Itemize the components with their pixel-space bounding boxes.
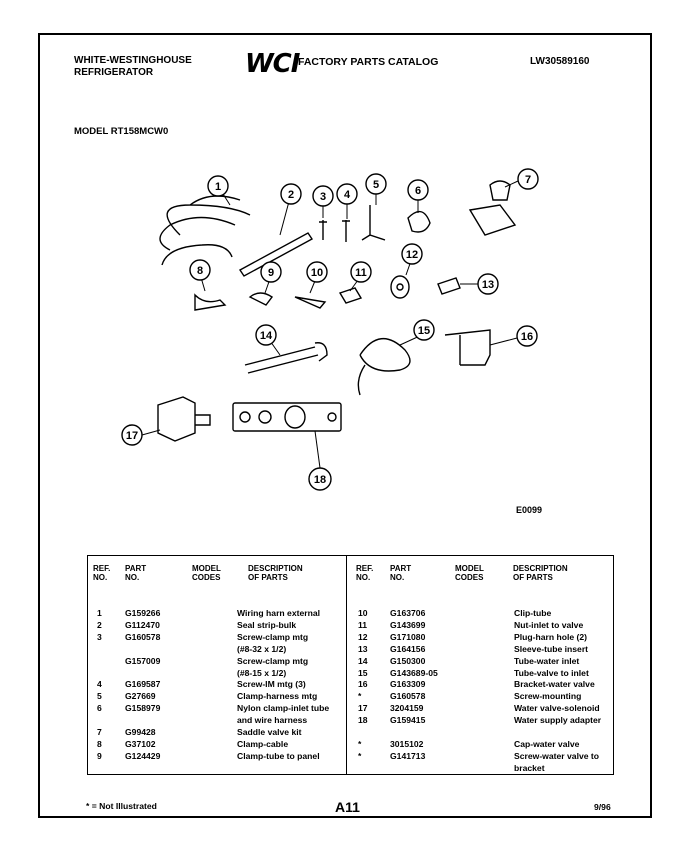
footnote: * = Not Illustrated <box>86 801 157 811</box>
cell-ref: 6 <box>97 703 102 714</box>
part-6-nylon-clamp <box>408 212 430 232</box>
cell-part: G159266 <box>125 608 161 618</box>
part-18-adapter-plate <box>233 403 341 431</box>
callout-3 <box>313 186 333 206</box>
page-number: A11 <box>335 799 360 815</box>
cell-part: G143699 <box>390 619 426 630</box>
revision-date: 9/96 <box>594 802 611 812</box>
header-model-left: MODEL CODES <box>192 564 221 582</box>
part-8-clamp <box>195 295 225 310</box>
cell-desc: Cap-water valve <box>514 738 580 749</box>
cell-ref: * <box>358 738 362 749</box>
part-1-harness <box>160 196 250 265</box>
cell-desc: Clamp-cable <box>237 738 289 749</box>
svg-text:5: 5 <box>372 179 380 191</box>
svg-text:14: 14 <box>259 330 273 342</box>
svg-text:10: 10 <box>310 267 324 279</box>
svg-text:3: 3 <box>319 191 327 203</box>
callout-17 <box>122 425 142 445</box>
callout-6 <box>408 180 428 200</box>
cell-ref: 4 <box>97 679 102 690</box>
cell-desc: Tube-water inlet <box>514 655 580 666</box>
cell-desc: Sleeve-tube insert <box>514 643 589 654</box>
svg-text:8: 8 <box>196 265 204 277</box>
cell-ref: 15 <box>358 667 368 678</box>
catalog-title: FACTORY PARTS CATALOG <box>298 56 439 68</box>
callout-2 <box>281 184 301 204</box>
svg-text:9: 9 <box>267 267 275 279</box>
header-ref-left: REF. NO. <box>93 564 111 582</box>
cell-part: G99428 <box>125 727 156 737</box>
brand-line-2: REFRIGERATOR <box>74 67 154 78</box>
cell-desc: Screw-mounting <box>514 691 582 702</box>
part-17-water-valve <box>158 397 210 441</box>
cell-part: 3204159 <box>390 703 424 714</box>
cell-ref: 11 <box>358 619 368 630</box>
cell-desc: Nut-inlet to valve <box>514 619 584 630</box>
cell-desc: Screw-IM mtg (3) <box>237 679 306 690</box>
cell-ref: 1 <box>97 608 102 618</box>
cell-part: G169587 <box>125 679 161 690</box>
cell-desc: (#8-32 x 1/2) <box>237 643 287 654</box>
svg-text:16: 16 <box>520 331 534 343</box>
svg-text:11: 11 <box>355 267 367 279</box>
cell-part: G143689-05 <box>390 667 438 678</box>
model-line: MODEL RT158MCW0 <box>74 126 169 137</box>
cell-desc: Water valve-solenoid <box>514 703 600 714</box>
cell-desc: Screw-clamp mtg <box>237 655 309 666</box>
cell-ref: 3 <box>97 631 102 642</box>
callout-7 <box>518 169 538 189</box>
cell-part: G171080 <box>390 631 426 642</box>
cell-desc: Nylon clamp-inlet tube <box>237 703 330 714</box>
catalog-page <box>38 33 652 818</box>
callout-5 <box>366 174 386 194</box>
document-number: LW30589160 <box>530 56 590 67</box>
svg-text:6: 6 <box>414 185 422 197</box>
cell-ref: 9 <box>97 750 102 761</box>
diagram-code: E0099 <box>516 505 543 515</box>
cell-ref: 17 <box>358 703 368 714</box>
part-10-clip <box>295 297 325 308</box>
cell-part: G157009 <box>125 655 161 666</box>
cell-part: G160578 <box>390 691 426 702</box>
part-7-saddle-valve <box>470 181 515 235</box>
callout-18 <box>309 468 331 490</box>
cell-desc: Clamp-harness mtg <box>237 691 318 702</box>
cell-part: G150300 <box>390 655 426 666</box>
cell-ref: 8 <box>97 738 102 749</box>
wci-logo: WCI <box>245 49 300 79</box>
cell-part: G112470 <box>125 619 160 630</box>
cell-desc: (#8-15 x 1/2) <box>237 667 287 678</box>
part-5-clamp <box>362 205 385 240</box>
cell-desc: Saddle valve kit <box>237 727 302 737</box>
cell-part: G124429 <box>125 750 161 761</box>
brand-line-1: WHITE-WESTINGHOUSE <box>74 55 192 66</box>
cell-desc: Seal strip-bulk <box>237 619 297 630</box>
cell-ref: 10 <box>358 608 368 618</box>
cell-desc: bracket <box>514 762 545 773</box>
cell-ref: 5 <box>97 691 102 702</box>
callouts <box>122 169 538 490</box>
callout-8 <box>190 260 210 280</box>
header-desc-right: DESCRIPTION OF PARTS <box>513 564 568 582</box>
cell-desc: Tube-valve to inlet <box>514 667 589 678</box>
header-ref-right: REF. NO. <box>356 564 374 582</box>
callout-13 <box>478 274 498 294</box>
header-model-right: MODEL CODES <box>455 564 484 582</box>
part-14-tube <box>245 343 327 373</box>
part-4-screw <box>342 220 350 242</box>
part-3-screw <box>319 220 327 240</box>
cell-ref: 13 <box>358 643 368 654</box>
svg-text:18: 18 <box>313 474 327 486</box>
cell-ref: 7 <box>97 727 102 737</box>
cell-ref: 14 <box>358 655 368 666</box>
cell-desc: Bracket-water valve <box>514 679 595 690</box>
callout-11 <box>351 262 371 282</box>
cell-desc: Clamp-tube to panel <box>237 750 320 761</box>
cell-desc: Clip-tube <box>514 608 552 618</box>
cell-ref: 18 <box>358 715 368 726</box>
svg-text:4: 4 <box>343 189 351 201</box>
cell-desc: and wire harness <box>237 715 308 726</box>
cell-part: G163309 <box>390 679 426 690</box>
callout-12 <box>402 244 422 264</box>
svg-text:17: 17 <box>125 430 139 442</box>
parts-diagram <box>40 35 654 535</box>
part-13-sleeve <box>438 278 460 294</box>
svg-text:15: 15 <box>417 325 431 337</box>
callout-9 <box>261 262 281 282</box>
svg-text:2: 2 <box>287 189 295 201</box>
part-9-clamp <box>250 293 272 305</box>
cell-desc: Screw-clamp mtg <box>237 631 309 642</box>
callout-15 <box>414 320 434 340</box>
cell-desc: Screw-water valve to <box>514 750 600 761</box>
callout-1 <box>208 176 228 196</box>
callout-4 <box>337 184 357 204</box>
cell-ref: 12 <box>358 631 368 642</box>
svg-text:1: 1 <box>214 181 222 193</box>
cell-desc: Plug-harn hole (2) <box>514 631 588 642</box>
parts-table <box>87 555 614 775</box>
cell-part: G27669 <box>125 691 156 702</box>
cell-desc: Wiring harn external <box>237 608 321 618</box>
cell-part: G159415 <box>390 715 426 726</box>
cell-part: G141713 <box>390 750 426 761</box>
part-12-plug <box>391 276 409 298</box>
svg-text:12: 12 <box>405 249 419 261</box>
cell-part: G160578 <box>125 631 161 642</box>
callout-16 <box>517 326 537 346</box>
cell-part: G37102 <box>125 738 156 749</box>
header-desc-left: DESCRIPTION OF PARTS <box>248 564 303 582</box>
cell-desc: Water supply adapter <box>514 715 602 726</box>
cell-ref: 2 <box>97 619 102 630</box>
cell-part: G163706 <box>390 608 426 618</box>
cell-part: G164156 <box>390 643 426 654</box>
cell-ref: 16 <box>358 679 368 690</box>
callout-14 <box>256 325 276 345</box>
table-divider <box>346 556 347 774</box>
cell-ref: * <box>358 750 362 761</box>
svg-text:13: 13 <box>481 279 495 291</box>
part-15-tube-coil <box>358 339 410 395</box>
cell-part: G158979 <box>125 703 161 714</box>
callout-10 <box>307 262 327 282</box>
header-part-right: PART NO. <box>390 564 412 582</box>
cell-part: 3015102 <box>390 738 424 749</box>
part-16-bracket <box>445 330 490 365</box>
cell-ref: * <box>358 691 362 702</box>
svg-text:7: 7 <box>524 174 532 186</box>
header-part-left: PART NO. <box>125 564 147 582</box>
